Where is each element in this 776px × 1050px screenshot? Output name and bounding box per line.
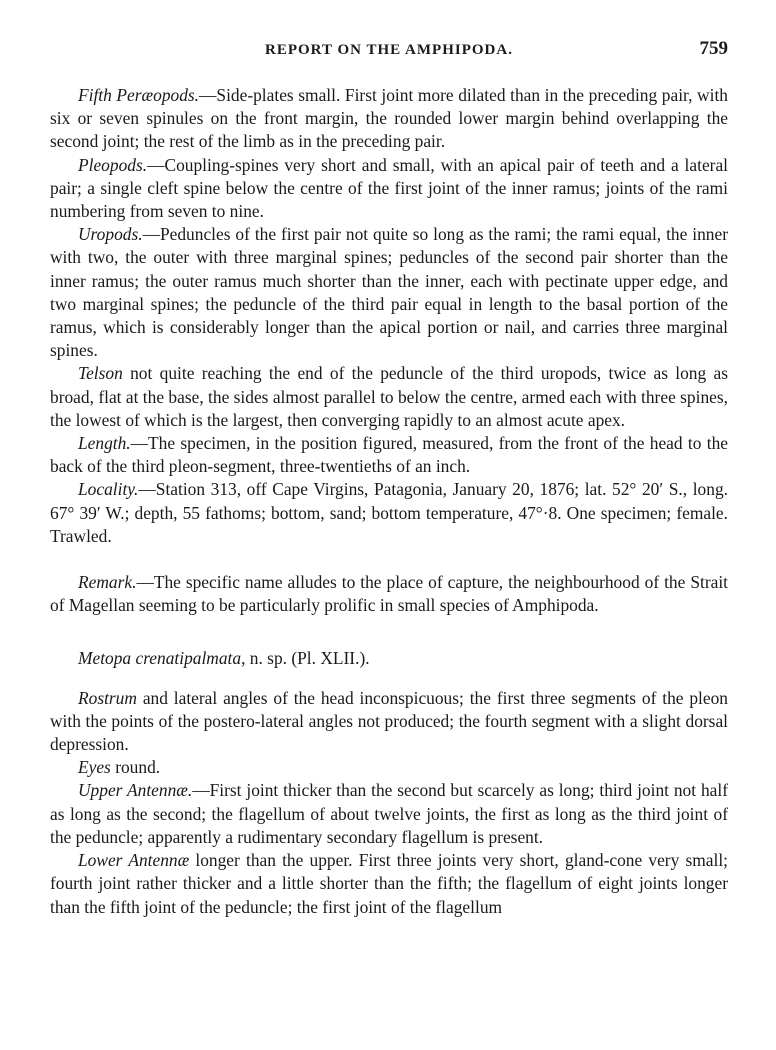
paragraph-text: —Station 313, off Cape Virgins, Patagonia, January 20, 1876; lat. 52° 20′ S., long. 67° 39′ W.; depth, 55 fathoms; bottom, sand; bottom temperature, 47°·8. One specimen; female. Trawled. [50,479,728,546]
paragraph-uropods [50,223,728,362]
paragraph-lead: Telson [78,363,123,384]
species-heading [50,647,728,670]
paragraph-eyes [50,756,728,779]
paragraph-text: —First joint thicker than the second but scarcely as long; third joint not half as long as the second; the flagellum of about twelve joints, the first as long as the third joint of the peduncle; apparently a rudimentary secondary flagellum is present. [50,780,728,847]
section-spacer [50,617,728,647]
paragraph-pleopods [50,154,728,224]
paragraph-text: not quite reaching the end of the peduncle of the third uropods, twice as long as broad, flat at the base, the sides almost parallel to below the centre, armed each with three spines, the lowest of which is the largest, then converging rapidly to an almost acute apex. [50,363,728,430]
paragraph-telson [50,362,728,432]
paragraph-rostrum [50,687,728,757]
paragraph-lead: Upper Antennæ. [78,780,193,801]
paragraph-fifth-pereopods [50,84,728,154]
section-spacer [50,548,728,571]
paragraph-upper-antennae [50,779,728,849]
paragraph-text: —Peduncles of the first pair not quite so long as the rami; the rami equal, the inner with two, the outer with three marginal spines; peduncles of the second pair shorter than the inner ramus; the outer ramus much shorter than the inner, each with pectinate upper edge, and two marginal spines; the peduncle of the third pair equal in length to the basal portion of the ramus, which is considerably longer than the apical portion or nail, and carries three marginal spines. [50,224,728,361]
paragraph-text: longer than the upper. First three joints very short, gland-cone very small; fourth joint rather thicker and a little shorter than the fifth; the flagellum of eight joints longer than the fifth joint of the peduncle; the first joint of the flagellum [50,850,728,917]
paragraph-lead: Uropods. [78,224,143,245]
running-title: REPORT ON THE AMPHIPODA. [265,42,513,58]
paragraph-lead: Rostrum [78,687,137,708]
paragraph-text: —Side-plates small. First joint more dilated than in the preceding pair, with six or seven spinules on the front margin, the rounded lower margin behind overlapping the second joint; the rest of the limb as in the preceding pair. [50,85,728,152]
paragraph-text: and lateral angles of the head inconspicuous; the first three segments of the pleon with the points of the postero-lateral angles not produced; the fourth segment with a slight dorsal depression. [50,687,728,755]
paragraph-text: —Coupling-spines very short and small, with an apical pair of teeth and a lateral pair; a single cleft spine below the centre of the first joint of the inner ramus; joints of the rami numbering from seven to nine. [50,154,728,222]
page-number: 759 [699,38,728,59]
paragraph-text: —The specific name alludes to the place of capture, the neighbourhood of the Strait of Magellan seeming to be particularly prolific in small species of Amphipoda. [50,572,728,616]
paragraph-text: —The specimen, in the position figured, measured, from the front of the head to the back of the third pleon-segment, three-twentieths of an inch. [50,433,728,477]
paragraph-remark [50,571,728,617]
document-page [50,38,728,919]
paragraph-lead: Remark. [78,572,137,593]
paragraph-lower-antennae [50,849,728,919]
species-reference: , n. sp. (Pl. XLII.). [241,648,370,669]
paragraph-lead: Fifth Peræopods. [78,85,200,105]
paragraph-lead: Pleopods. [78,154,148,175]
paragraph-locality [50,478,728,548]
paragraph-lead: Eyes [78,757,111,778]
paragraph-lead: Lower Antennæ [78,850,190,871]
paragraph-lead: Locality. [78,479,139,500]
paragraph-lead: Length. [78,433,131,454]
page-header [50,38,728,64]
paragraph-length [50,432,728,478]
paragraph-text: round. [110,757,161,778]
species-name: Metopa crenatipalmata [78,648,242,669]
